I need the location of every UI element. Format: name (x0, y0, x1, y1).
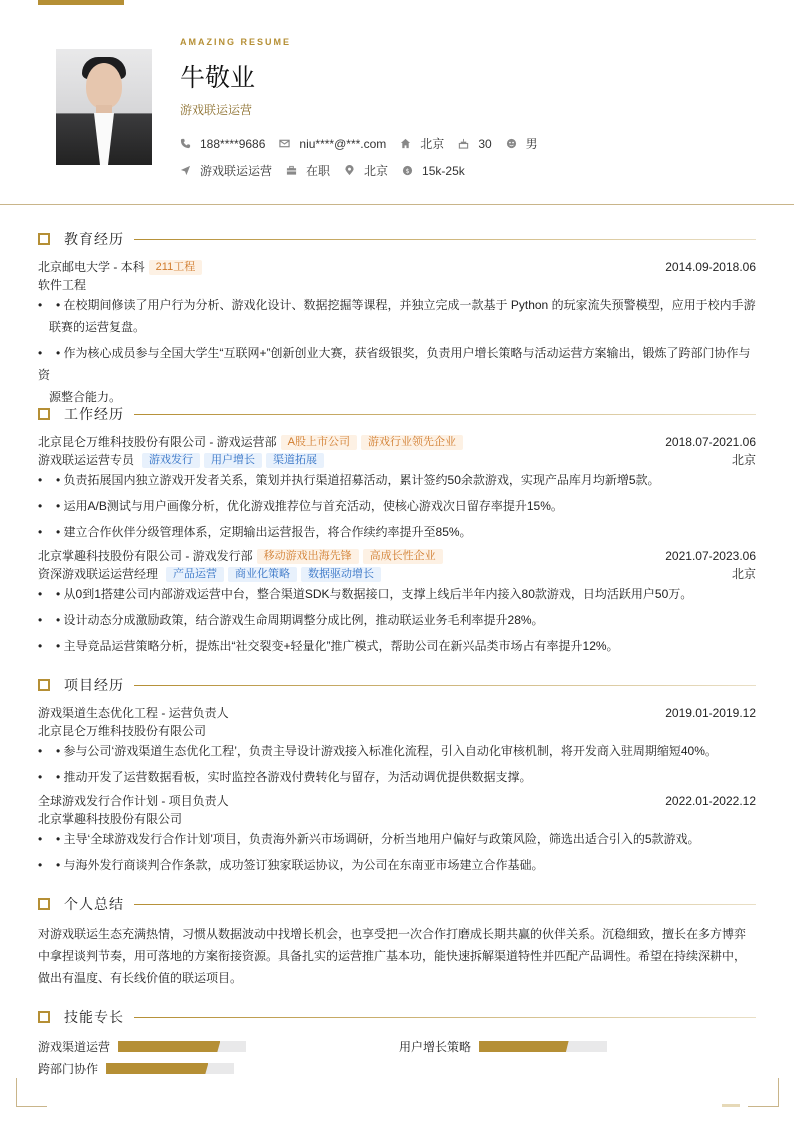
company-badge: A股上市公司 (281, 435, 357, 450)
mail-icon (279, 138, 290, 149)
work-date: 2021.07-2023.06 (665, 549, 756, 563)
contact-row (180, 135, 552, 152)
candidate-name: 牛敬业 (180, 64, 256, 92)
skill-level-bar (106, 1063, 234, 1074)
location-icon (344, 165, 355, 176)
school-degree: 北京邮电大学 - 本科 (38, 260, 145, 274)
company-department: 北京昆仑万维科技股份有限公司 - 游戏运营部 (38, 435, 277, 449)
section-square-icon (38, 408, 50, 420)
company-badge: 游戏行业领先企业 (361, 435, 463, 450)
corner-decoration (16, 1078, 47, 1107)
work-company-row (38, 434, 756, 450)
project-company: 北京昆仑万维科技股份有限公司 (38, 724, 207, 738)
project-date: 2022.01-2022.12 (665, 794, 756, 808)
project-title-row (38, 705, 756, 721)
svg-text:$: $ (405, 166, 410, 175)
intended-job-item: 游戏联运运营 (180, 162, 272, 179)
job-role: 游戏联运运营专员 (38, 453, 135, 467)
skill-item (38, 1060, 234, 1077)
section-summary-title: 个人总结 (38, 896, 756, 912)
education-major-row (38, 277, 756, 293)
age-item: 30 (458, 137, 491, 151)
work-bullet: • • 负责拓展国内独立游戏开发者关系，策划并执行渠道招募活动，累计签约50余款游戏，实现产品库月均新增5款。 (38, 473, 660, 487)
work-city: 北京 (731, 453, 756, 467)
resume-tagline: AMAZING RESUME (180, 37, 291, 47)
work-city: 北京 (731, 567, 756, 581)
work-role-row (38, 452, 756, 468)
section-skills-title: 技能专长 (38, 1009, 756, 1025)
job-role: 资深游戏联运运营经理 (38, 567, 159, 581)
education-row (38, 259, 756, 275)
skill-item (38, 1038, 246, 1055)
gender-item: 男 (506, 135, 538, 152)
briefcase-icon (286, 165, 297, 176)
salary-item: $ 15k-25k (402, 164, 465, 178)
skill-level-bar (118, 1041, 246, 1052)
project-bullet: • • 参与公司‘游戏渠道生态优化工程’，负责主导设计游戏接入标准化流程，引入自动化审核机制，将开发商入驻周期缩短40%。 (38, 744, 717, 758)
project-bullet: • • 主导‘全球游戏发行合作计划’项目，负责海外新兴市场调研，分析当地用户偏好与政策风险，筛选出适合引入的5款游戏。 (38, 832, 700, 846)
skill-name: 跨部门协作 (38, 1062, 99, 1076)
role-tag: 游戏发行 (142, 453, 200, 468)
work-bullet: • • 运用A/B测试与用户画像分析，优化游戏推荐位与首充活动，使核心游戏次日留存率提升15%。 (38, 499, 563, 513)
section-work-title: 工作经历 (38, 406, 756, 422)
top-accent-bar (38, 0, 124, 5)
role-tag: 用户增长 (204, 453, 262, 468)
target-position: 游戏联运运营 (180, 103, 253, 117)
project-title: 游戏渠道生态优化工程 - 运营负责人 (38, 706, 229, 720)
summary-paragraph: 对游戏联运生态充满热情，习惯从数据波动中找增长机会，也享受把一次合作打磨成长期共赢的伙伴关系。沉稳细致，擅长在多方博弈 中拿捏谈判节奏，用可落地的方案衔接资源。具备扎实的运营推广基本功，能快速拆解渠道特性并匹配产品调性。希望在持续深耕中， 做出有温度、有长线价值的联运项目。 (38, 927, 747, 985)
intended-city-item: 北京 (344, 162, 388, 179)
email-item: niu****@***.com (279, 137, 386, 151)
profile-photo (56, 49, 152, 165)
phone-item: 188****9686 (180, 137, 265, 151)
intention-row (180, 162, 479, 179)
section-education-title: 教育经历 (38, 231, 756, 247)
work-bullet: • • 设计动态分成激励政策，结合游戏生命周期调整分成比例，推动联运业务毛利率提升28%。 (38, 613, 544, 627)
major: 软件工程 (38, 278, 87, 292)
gender-icon (506, 138, 517, 149)
project-company-row (38, 723, 756, 739)
project-title-row (38, 793, 756, 809)
work-role-row (38, 566, 756, 582)
role-tag: 产品运营 (166, 567, 224, 582)
project-bullet: • • 与海外发行商谈判合作条款，成功签订独家联运协议，为公司在东南亚市场建立合作基础。 (38, 858, 544, 872)
section-square-icon (38, 233, 50, 245)
work-date: 2018.07-2021.06 (665, 435, 756, 449)
company-badge: 高成长性企业 (363, 549, 443, 564)
corner-accent (722, 1104, 740, 1107)
work-bullet: • • 从0到1搭建公司内部游戏运营中台，整合渠道SDK与数据接口，支撑上线后半年内接入80款游戏，日均活跃用户50万。 (38, 587, 693, 601)
role-tag: 商业化策略 (228, 567, 297, 582)
work-company-row (38, 548, 756, 564)
corner-decoration (748, 1078, 779, 1107)
project-date: 2019.01-2019.12 (665, 706, 756, 720)
work-bullet: • • 建立合作伙伴分级管理体系，定期输出运营报告，将合作续约率提升至85%。 (38, 525, 472, 539)
education-bullet: • • 在校期间修读了用户行为分析、游戏化设计、数据挖掘等课程，并独立完成一款基于 Python 的玩家流失预警模型，应用于校内手游 联赛的运营复盘。 (38, 298, 756, 334)
salary-icon (402, 165, 413, 176)
section-square-icon (38, 1011, 50, 1023)
work-bullet: • • 主导竞品运营策略分析，提炼出“社交裂变+轻量化”推广模式，帮助公司在新兴品类市场占有率提升12%。 (38, 639, 619, 653)
section-square-icon (38, 898, 50, 910)
home-icon (400, 138, 411, 149)
project-company: 北京掌趣科技股份有限公司 (38, 812, 183, 826)
header-divider (0, 204, 794, 205)
section-projects-title: 项目经历 (38, 677, 756, 693)
school-badge: 211工程 (149, 260, 203, 275)
section-square-icon (38, 679, 50, 691)
job-status-item: 在职 (286, 162, 330, 179)
education-bullet: • • 作为核心成员参与全国大学生“互联网+”创新创业大赛，获省级银奖，负责用户增长策略与活动运营方案输出，锻炼了跨部门协作与资 源整合能力。 (38, 346, 751, 404)
phone-icon (180, 138, 191, 149)
role-tag: 数据驱动增长 (301, 567, 381, 582)
project-company-row (38, 811, 756, 827)
company-department: 北京掌趣科技股份有限公司 - 游戏发行部 (38, 549, 253, 563)
project-title: 全球游戏发行合作计划 - 项目负责人 (38, 794, 229, 808)
cake-icon (458, 138, 469, 149)
education-date: 2014.09-2018.06 (665, 260, 756, 274)
skill-item (399, 1038, 607, 1055)
skill-name: 游戏渠道运营 (38, 1040, 111, 1054)
company-badge: 移动游戏出海先锋 (257, 549, 359, 564)
skill-name: 用户增长策略 (399, 1040, 472, 1054)
skill-level-bar (479, 1041, 607, 1052)
hometown-item: 北京 (400, 135, 444, 152)
project-bullet: • • 推动开发了运营数据看板，实时监控各游戏付费转化与留存，为活动调优提供数据支撑。 (38, 770, 532, 784)
send-icon (180, 165, 191, 176)
role-tag: 渠道拓展 (266, 453, 324, 468)
